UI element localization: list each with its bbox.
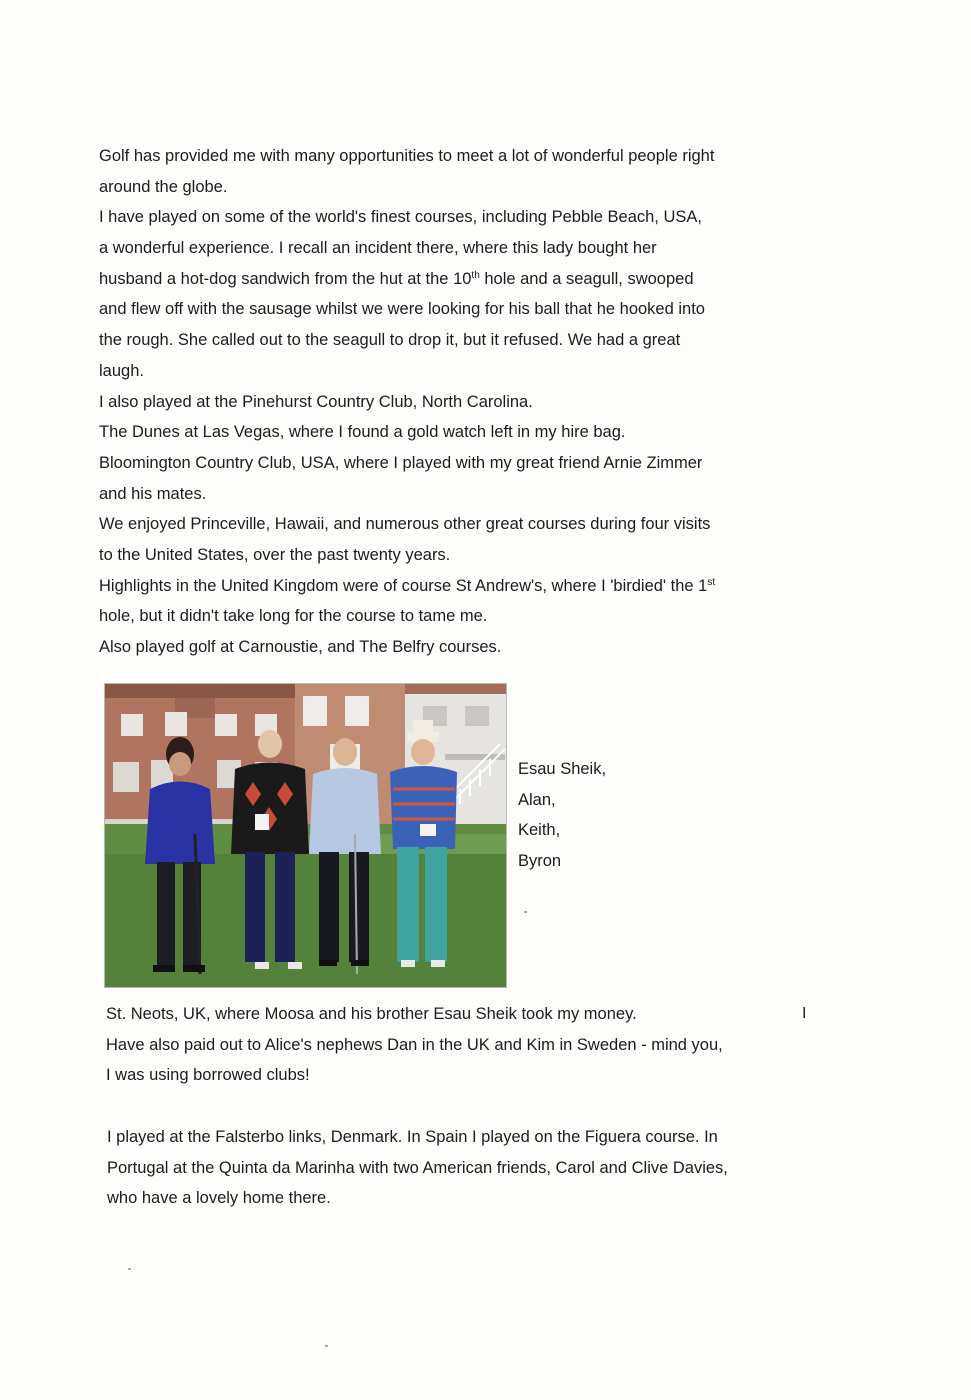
text-line xyxy=(99,264,819,295)
text-line: a wonderful experience. I recall an incident there, where this lady bought her xyxy=(99,239,657,258)
ordinal-suffix: th xyxy=(471,269,480,281)
text-line: hole, but it didn't take long for the course to tame me. xyxy=(99,607,488,626)
text-line: Alan, xyxy=(518,790,556,809)
text-line: and his mates. xyxy=(99,484,207,503)
text-line: around the globe. xyxy=(99,177,228,196)
text-line: Esau Sheik, xyxy=(518,760,607,778)
text-line: the rough. She called out to the seagull to drop it, but it refused. We had a great xyxy=(99,331,681,350)
paragraph-st-neots xyxy=(106,999,826,1091)
stray-mark: I xyxy=(802,1005,807,1022)
text-line: The Dunes at Las Vegas, where I found a gold watch left in my hire bag. xyxy=(99,423,626,442)
text-line: Have also paid out to Alice's nephews Dan in the UK and Kim in Sweden - mind you, xyxy=(106,1035,723,1054)
text-line: to the United States, over the past twenty years. xyxy=(99,545,451,564)
text-line: and flew off with the sausage whilst we were looking for his ball that he hooked into xyxy=(99,300,705,319)
text-segment: husband a hot-dog sandwich from the hut at the 10 xyxy=(99,269,472,288)
text-line: We enjoyed Princeville, Hawaii, and numerous other great courses during four visits xyxy=(99,515,711,534)
text-line: Keith, xyxy=(518,821,561,840)
text-line: St. Neots, UK, where Moosa and his brother Esau Sheik took my money. xyxy=(106,1005,637,1023)
photo-illustration xyxy=(105,684,506,987)
text-segment: Highlights in the United Kingdom were of course St Andrew's, where I 'birdied' the 1 xyxy=(99,576,708,595)
paragraph-europe-courses xyxy=(107,1122,827,1214)
text-line: Byron xyxy=(518,851,562,870)
paragraph-golf-travels xyxy=(99,141,819,663)
ordinal-suffix: st xyxy=(707,576,716,588)
text-line: Bloomington Country Club, USA, where I played with my great friend Arnie Zimmer xyxy=(99,453,703,472)
text-segment: hole and a seagull, swooped xyxy=(479,269,694,288)
scan-speck xyxy=(128,1268,131,1270)
text-line: I have played on some of the world's finest courses, including Pebble Beach, USA, xyxy=(99,208,702,227)
text-line: Also played golf at Carnoustie, and The Belfry courses. xyxy=(99,638,502,656)
text-line: I also played at the Pinehurst Country Club, North Carolina. xyxy=(99,392,533,411)
text-line: Golf has provided me with many opportunities to meet a lot of wonderful people right xyxy=(99,147,715,165)
scan-speck xyxy=(325,1345,328,1347)
text-line xyxy=(99,571,819,602)
golf-group-photo xyxy=(104,683,507,988)
text-line: who have a lovely home there. xyxy=(107,1189,331,1208)
text-line: Portugal at the Quinta da Marinha with two American friends, Carol and Clive Davies, xyxy=(107,1158,728,1177)
photo-caption-names xyxy=(518,754,606,876)
text-line: laugh. xyxy=(99,361,144,380)
scan-speck xyxy=(524,911,527,913)
text-line: I was using borrowed clubs! xyxy=(106,1066,310,1085)
text-line: I played at the Falsterbo links, Denmark. In Spain I played on the Figuera course. In xyxy=(107,1128,718,1146)
